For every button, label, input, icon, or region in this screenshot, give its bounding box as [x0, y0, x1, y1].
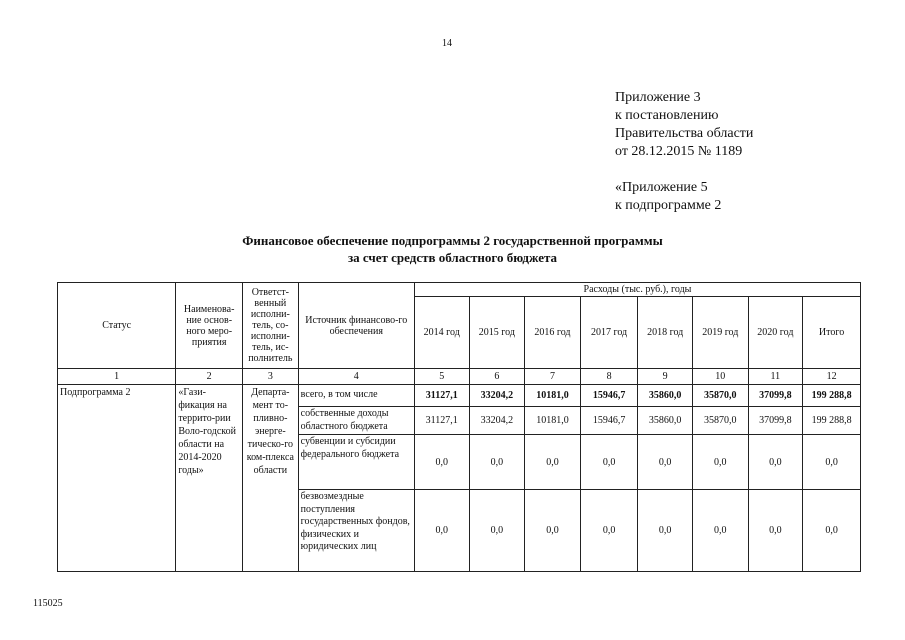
- value-cell: 37099,8: [748, 407, 803, 435]
- header-source: Источник финансово-го обеспечения: [298, 283, 414, 369]
- value-cell: 35870,0: [692, 407, 748, 435]
- title-line: Финансовое обеспечение подпрограммы 2 государственной программы: [242, 233, 663, 248]
- value-cell: 0,0: [414, 490, 469, 572]
- value-cell: 0,0: [580, 435, 638, 490]
- value-cell: 0,0: [414, 435, 469, 490]
- header-year: 2017 год: [580, 297, 638, 369]
- status-cell: Подпрограмма 2: [58, 385, 176, 572]
- total-cell: 0,0: [803, 490, 861, 572]
- column-index-row: [58, 369, 861, 385]
- appendix-block: [615, 89, 753, 215]
- value-cell: 0,0: [580, 490, 638, 572]
- header-year: 2016 год: [525, 297, 581, 369]
- column-index: 6: [469, 369, 525, 385]
- header-name: Наименова-ние основ-ного меро-приятия: [176, 283, 243, 369]
- column-index: 5: [414, 369, 469, 385]
- total-cell: 199 288,8: [803, 407, 861, 435]
- value-cell: 35860,0: [638, 385, 693, 407]
- value-cell: 31127,1: [414, 385, 469, 407]
- source-cell: безвозмездные поступления государственных фондов, физических и юридических лиц: [298, 490, 414, 572]
- value-cell: 33204,2: [469, 385, 525, 407]
- value-cell: 0,0: [638, 435, 693, 490]
- column-index: 10: [692, 369, 748, 385]
- header-year: 2020 год: [748, 297, 803, 369]
- header-year: 2014 год: [414, 297, 469, 369]
- title-line: за счет средств областного бюджета: [347, 250, 558, 265]
- value-cell: 35860,0: [638, 407, 693, 435]
- footer-code: 115025: [33, 598, 63, 609]
- header-status: Статус: [58, 283, 176, 369]
- value-cell: 0,0: [692, 490, 748, 572]
- value-cell: 0,0: [638, 490, 693, 572]
- value-cell: 10181,0: [525, 407, 581, 435]
- value-cell: 0,0: [469, 435, 525, 490]
- header-expenses: Расходы (тыс. руб.), годы: [414, 283, 860, 297]
- value-cell: 31127,1: [414, 407, 469, 435]
- header-responsible: Ответст-венный исполни-тель, со-исполни-тель, ис-полнитель: [243, 283, 299, 369]
- value-cell: 0,0: [692, 435, 748, 490]
- appendix-line: от 28.12.2015 № 1189: [615, 144, 743, 159]
- appendix-line: Приложение 3: [615, 90, 701, 105]
- document-title: [120, 232, 785, 266]
- financing-table: [57, 282, 861, 572]
- column-index: 8: [580, 369, 638, 385]
- column-index: 12: [803, 369, 861, 385]
- value-cell: 37099,8: [748, 385, 803, 407]
- page-number: 14: [442, 38, 452, 49]
- source-cell: собственные доходы областного бюджета: [298, 407, 414, 435]
- header-year: 2015 год: [469, 297, 525, 369]
- source-cell: субвенции и субсидии федерального бюджета: [298, 435, 414, 490]
- total-cell: 199 288,8: [803, 385, 861, 407]
- responsible-cell: Департа-мент то-пливно-энерге-тическо-го ком-плекса области: [243, 385, 299, 572]
- table-row: [58, 385, 861, 407]
- appendix-line: к постановлению: [615, 108, 719, 123]
- header-year: 2018 год: [638, 297, 693, 369]
- value-cell: 0,0: [469, 490, 525, 572]
- header-year: 2019 год: [692, 297, 748, 369]
- column-index: 9: [638, 369, 693, 385]
- value-cell: 0,0: [525, 435, 581, 490]
- column-index: 2: [176, 369, 243, 385]
- column-index: 4: [298, 369, 414, 385]
- header-total: Итого: [803, 297, 861, 369]
- value-cell: 0,0: [525, 490, 581, 572]
- column-index: 1: [58, 369, 176, 385]
- value-cell: 0,0: [748, 490, 803, 572]
- source-cell: всего, в том числе: [298, 385, 414, 407]
- value-cell: 0,0: [748, 435, 803, 490]
- column-index: 11: [748, 369, 803, 385]
- total-cell: 0,0: [803, 435, 861, 490]
- appendix-line: к подпрограмме 2: [615, 198, 722, 213]
- appendix-line: Правительства области: [615, 126, 754, 141]
- program-name-cell: «Гази-фикация на террито-рии Воло-годской области на 2014-2020 годы»: [176, 385, 243, 572]
- column-index: 7: [525, 369, 581, 385]
- value-cell: 10181,0: [525, 385, 581, 407]
- column-index: 3: [243, 369, 299, 385]
- value-cell: 33204,2: [469, 407, 525, 435]
- value-cell: 15946,7: [580, 407, 638, 435]
- value-cell: 15946,7: [580, 385, 638, 407]
- appendix-line: «Приложение 5: [615, 180, 708, 195]
- value-cell: 35870,0: [692, 385, 748, 407]
